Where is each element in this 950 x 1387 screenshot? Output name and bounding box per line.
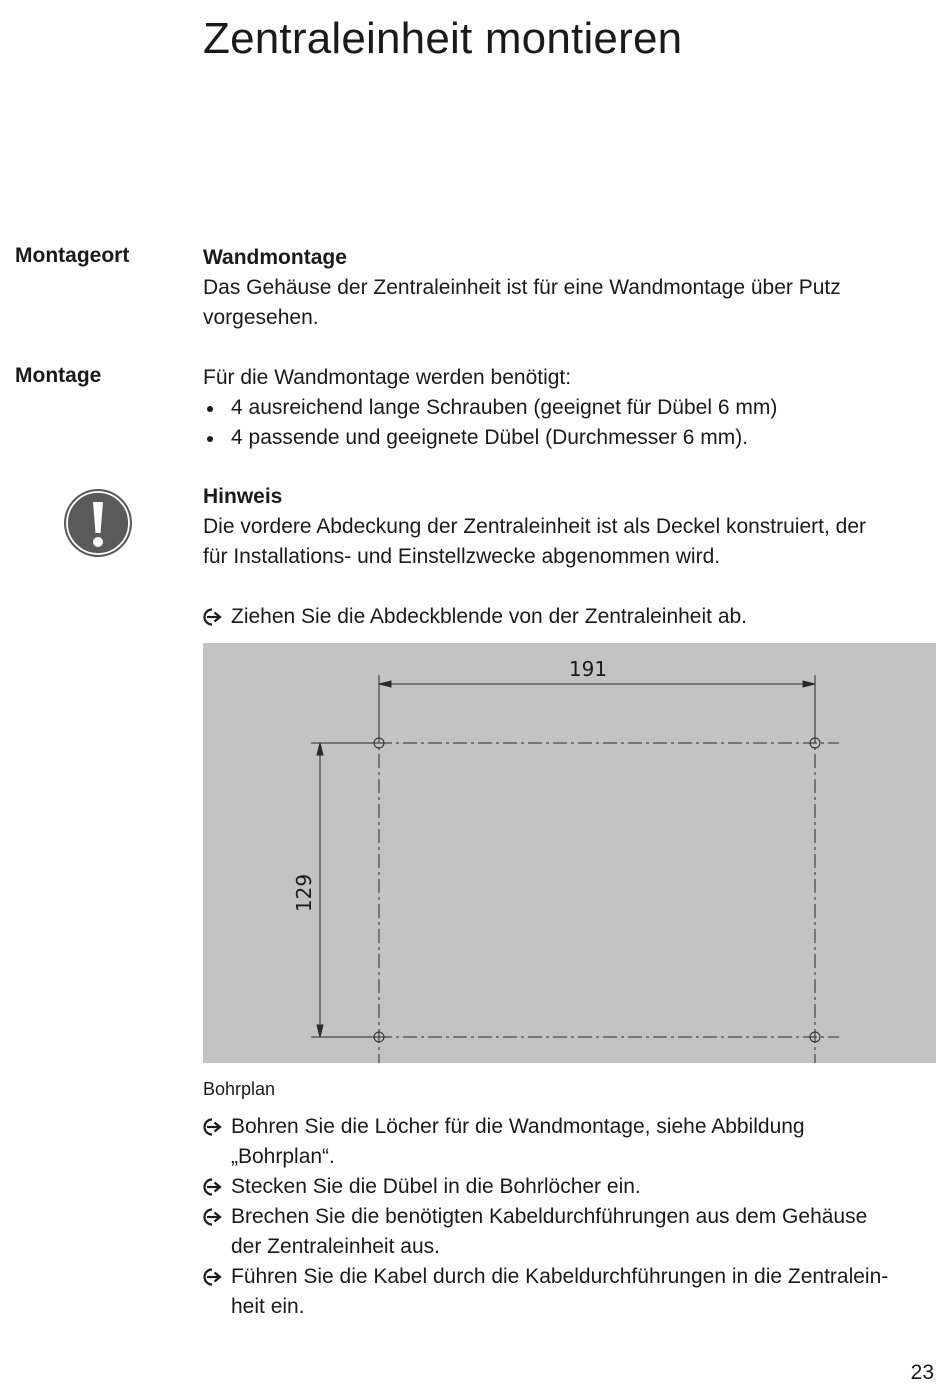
step-text-line1: Bohren Sie die Löcher für die Wandmontage, siehe Abbildung [231,1115,805,1138]
montageort-text-line1: Das Gehäuse der Zentraleinheit ist für eine Wandmontage über Putz [203,276,841,299]
step-text: Ziehen Sie die Abdeckblende von der Zentraleinheit ab. [231,605,748,628]
drilling-plan-figure [203,643,936,1063]
step-text-line2: „Bohrplan“. [231,1145,335,1168]
list-item [203,602,933,632]
arrow-right-step-icon [203,1177,223,1197]
arrow-right-step-icon [203,1207,223,1227]
page-number: 23 [910,1361,934,1384]
hinweis-heading: Hinweis [203,485,283,508]
step-text-line1: Führen Sie die Kabel durch die Kabeldurchführungen in die Zentralein- [231,1265,889,1288]
section-label-montage: Montage [15,364,102,387]
montageort-text-line2: vorgesehen. [203,306,319,329]
list-item: 4 ausreichend lange Schrauben (geeignet für Dübel 6 mm) [203,393,933,423]
steps-list [203,1112,933,1322]
step-text-line2: der Zentraleinheit aus. [231,1235,440,1258]
list-item [203,1262,933,1322]
list-item [203,1172,933,1202]
arrow-right-step-icon [203,1117,223,1137]
list-item [203,1112,933,1172]
step-remove-cover [203,602,933,632]
arrow-right-step-icon [203,607,223,627]
figure-caption: Bohrplan [203,1079,276,1099]
hinweis-text-line2: für Installations- und Einstellzwecke abgenommen wird. [203,545,721,568]
page-title: Zentraleinheit montieren [203,14,683,63]
step-text-line1: Brechen Sie die benötigten Kabeldurchführungen aus dem Gehäuse [231,1205,868,1228]
requirements-list [203,393,933,453]
montage-intro: Für die Wandmontage werden benötigt: [203,366,572,389]
hinweis-text-line1: Die vordere Abdeckung der Zentraleinheit ist als Deckel konstruiert, der [203,515,866,538]
list-item [203,1202,933,1262]
montageort-section [203,243,933,333]
list-item: 4 passende und geeignete Dübel (Durchmesser 6 mm). [203,423,933,453]
exclamation-warning-icon [62,487,134,559]
steps-section [203,1112,933,1322]
section-label-montageort: Montageort [15,244,130,267]
dimension-width-label: 191 [568,657,608,681]
montage-section [203,363,933,453]
arrow-right-step-icon [203,1267,223,1287]
drilling-plan-drawing [203,643,936,1063]
step-text-line2: heit ein. [231,1295,305,1318]
dimension-height-label: 129 [292,873,316,913]
montageort-heading: Wandmontage [203,246,347,269]
step-text-line1: Stecken Sie die Dübel in die Bohrlöcher ein. [231,1175,641,1198]
hinweis-section [203,482,933,572]
